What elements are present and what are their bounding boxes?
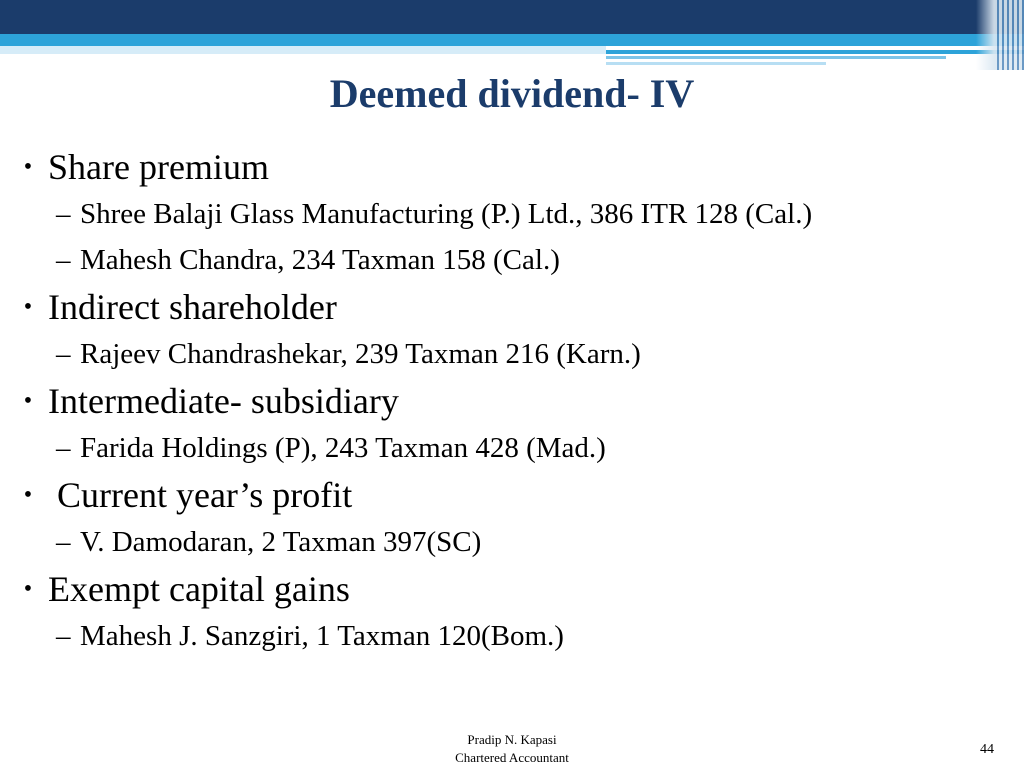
bullet-icon: •: [23, 388, 33, 414]
slide-title: Deemed dividend- IV: [329, 71, 695, 116]
sub-bullet-item: [18, 237, 1008, 283]
footer-designation: Chartered Accountant: [455, 750, 569, 765]
header-dark-band: [0, 0, 1024, 34]
header-accent-line: [606, 56, 946, 59]
sub-bullet-item: [18, 519, 1008, 565]
sub-bullet-item: [18, 613, 1008, 659]
header-stripe-fade: [976, 0, 994, 70]
dash-icon: –: [56, 526, 71, 558]
dash-icon: –: [56, 432, 71, 464]
sub-bullet-text: Mahesh Chandra, 234 Taxman 158 (Cal.): [80, 244, 560, 276]
bullet-item: [18, 565, 1008, 613]
header-light-band: [0, 46, 606, 54]
footer-author: Pradip N. Kapasi: [467, 732, 557, 747]
sub-bullet-item: [18, 331, 1008, 377]
bullet-text: Intermediate- subsidiary: [48, 381, 399, 421]
header-accent-line: [606, 62, 826, 65]
sub-bullet-text: Farida Holdings (P), 243 Taxman 428 (Mad.): [80, 432, 606, 464]
dash-icon: –: [56, 244, 71, 276]
bullet-text: Indirect shareholder: [48, 287, 337, 327]
sub-bullet-item: [18, 191, 1008, 237]
header-accent-band: [0, 34, 1024, 46]
bullet-list: [18, 143, 1008, 659]
dash-icon: –: [56, 620, 71, 652]
bullet-text: Current year’s profit: [48, 475, 353, 515]
page-number: 44: [980, 742, 994, 757]
bullet-item: [18, 143, 1008, 191]
bullet-text: Exempt capital gains: [48, 569, 350, 609]
bullet-icon: •: [23, 482, 33, 508]
sub-bullet-text: Mahesh J. Sanzgiri, 1 Taxman 120(Bom.): [80, 620, 564, 652]
footer-credit: [412, 731, 612, 767]
bullet-item: [18, 377, 1008, 425]
header-accent-line: [606, 50, 1024, 54]
sub-bullet-text: Rajeev Chandrashekar, 239 Taxman 216 (Karn.): [80, 338, 641, 370]
bullet-text: Share premium: [48, 147, 269, 187]
dash-icon: –: [56, 338, 71, 370]
dash-icon: –: [56, 198, 71, 230]
bullet-icon: •: [23, 154, 33, 180]
bullet-icon: •: [23, 576, 33, 602]
bullet-item: [18, 283, 1008, 331]
sub-bullet-text: V. Damodaran, 2 Taxman 397(SC): [80, 526, 482, 558]
bullet-item: [18, 471, 1008, 519]
sub-bullet-item: [18, 425, 1008, 471]
bullet-icon: •: [23, 294, 33, 320]
header-stripes: [994, 0, 1024, 70]
sub-bullet-text: Shree Balaji Glass Manufacturing (P.) Ltd., 386 ITR 128 (Cal.): [80, 198, 813, 230]
